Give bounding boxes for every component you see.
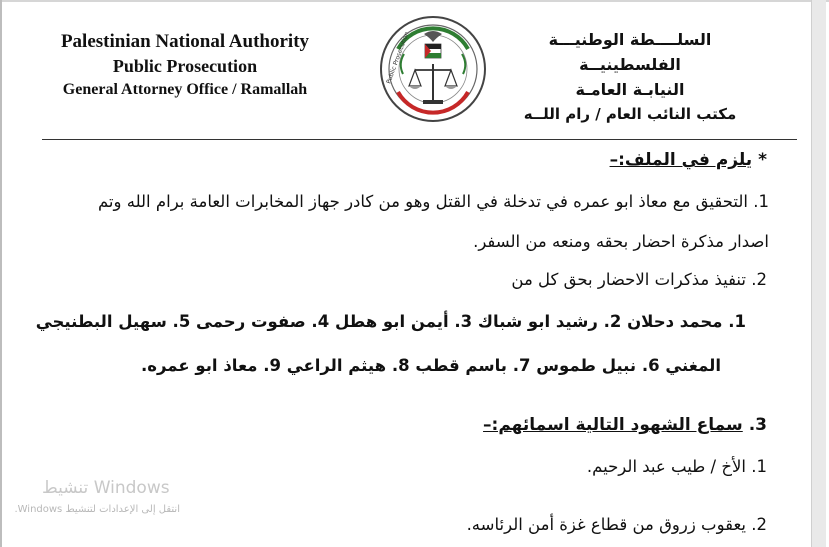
english-letterhead bbox=[40, 30, 330, 102]
office-name-ar: مكتب النائب العام / رام اللــه bbox=[523, 105, 737, 123]
department-name-en: Public Prosecution bbox=[112, 56, 258, 76]
witness-1: 1. الأخ / طيب عبد الرحيم. bbox=[586, 457, 767, 476]
department-name-ar: النيابـة العامـة bbox=[575, 80, 685, 99]
arabic-letterhead bbox=[505, 27, 755, 127]
public-prosecution-seal-icon bbox=[378, 14, 488, 124]
item3-number: 3. bbox=[748, 415, 767, 435]
item2-names-line2: المغني 6. نبيل طموس 7. باسم قطب 8. هيثم الراعي 9. معاذ ابو عمره. bbox=[141, 356, 721, 375]
window-top-edge bbox=[0, 0, 829, 2]
item3-heading bbox=[483, 415, 767, 435]
item2-title: 2. تنفيذ مذكرات الاحضار بحق كل من bbox=[511, 270, 767, 289]
authority-name-ar: السلــــطة الوطنيـــة الفلسطينيــة bbox=[548, 30, 712, 74]
windows-activation-watermark: تنشيط Windows bbox=[42, 478, 170, 498]
item1-line1: 1. التحقيق مع معاذ ابو عمره في تدخلة في القتل وهو من كادر جهاز المخابرات العامة برام الله وتم bbox=[97, 192, 769, 211]
item3-title: سماع الشهود التالية اسمائهم:– bbox=[483, 415, 743, 435]
seal-text: Public Prosecution bbox=[385, 30, 411, 85]
section-heading bbox=[610, 150, 767, 170]
witness-2: 2. يعقوب زروق من قطاع غزة أمن الرئاسه. bbox=[466, 515, 767, 534]
section-heading-text: يلزم في الملف:– bbox=[609, 150, 753, 170]
window-left-edge bbox=[0, 0, 2, 547]
bullet-star-icon: * bbox=[752, 150, 767, 170]
item1-line2: اصدار مذكرة احضار بحقه ومنعه من السفر. bbox=[473, 232, 769, 251]
windows-activation-hint: انتقل إلى الإعدادات لتنشيط Windows. bbox=[14, 504, 180, 515]
header-divider bbox=[42, 139, 797, 140]
authority-name-en: Palestinian National Authority bbox=[60, 31, 310, 52]
office-name-en: General Attorney Office / Ramallah bbox=[62, 81, 308, 98]
vertical-scrollbar[interactable] bbox=[811, 0, 826, 547]
item2-names-line1: 1. محمد دحلان 2. رشيد ابو شباك 3. أيمن ابو هطل 4. صفوت رحمى 5. سهيل البطنيجي bbox=[35, 312, 746, 331]
